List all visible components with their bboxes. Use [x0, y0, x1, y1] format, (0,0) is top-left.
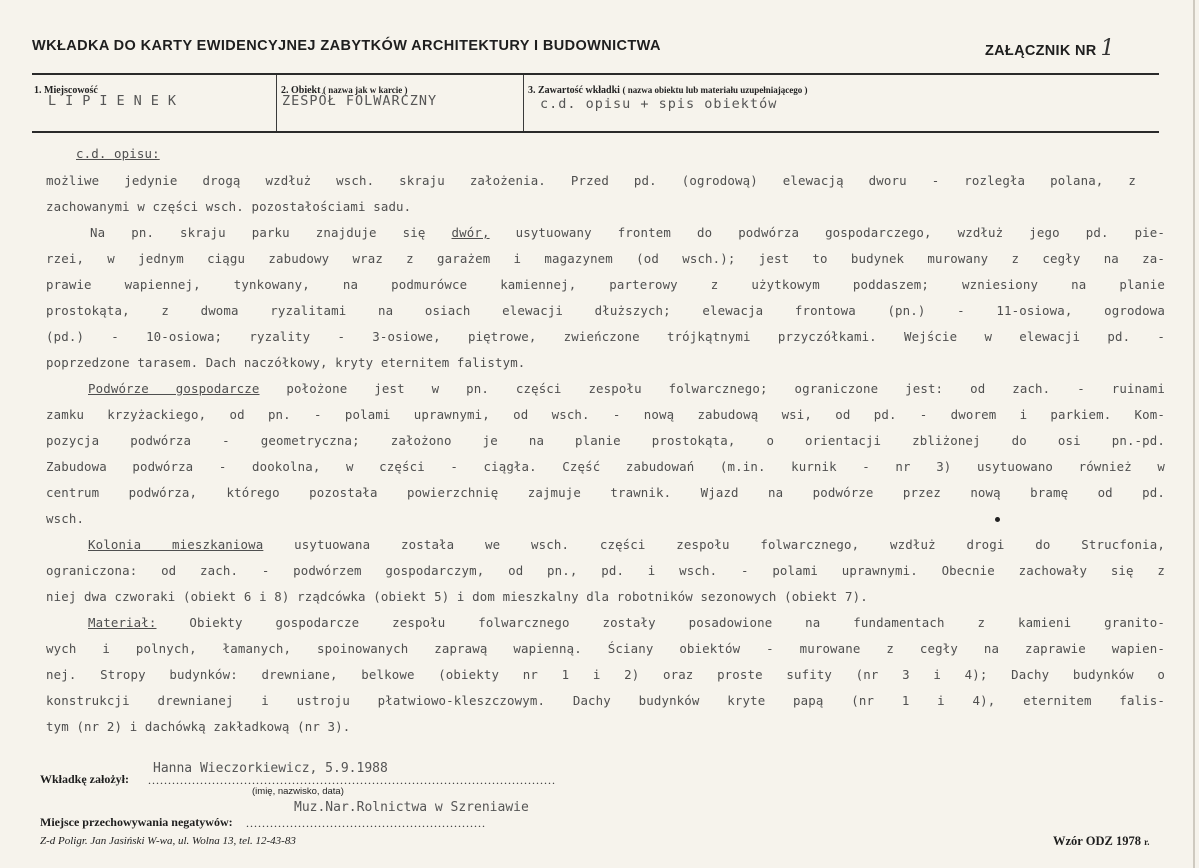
- fields-rule: [32, 131, 1159, 133]
- annex-label-text: ZAŁĄCZNIK NR: [985, 43, 1097, 59]
- p2-line: poprzedzone tarasem. Dach naczółkowy, kryty eternitem falistym.: [46, 355, 526, 370]
- form-code-suffix: r.: [1144, 837, 1150, 847]
- object-hint: ( nazwa jak w karcie ): [322, 85, 408, 95]
- p5-line: tym (nr 2) i dachówką zakładkową (nr 3).: [46, 719, 351, 734]
- storage-value: Muz.Nar.Rolnictwa w Szreniawie: [294, 800, 529, 815]
- p4-rest: usytuowana została we wsch. części zespołu folwarcznego, wzdłuż drogi do Strucfonia,: [263, 537, 1165, 552]
- printer-imprint: Z-d Poligr. Jan Jasiński W-wa, ul. Wolna 13, tel. 12-43-83: [40, 835, 296, 847]
- storage-dotted-line: ............................................................: [246, 816, 486, 830]
- p2-line: prawie wapiennej, tynkowany, na podmurówce kamiennej, parterowy z użytkowym poddaszem; wzniesiony na planie: [46, 277, 1165, 292]
- content-label-text: 3. Zawartość wkładki: [528, 85, 620, 96]
- p5-rest: Obiekty gospodarcze zespołu folwarcznego zostały posadowione na fundamentach z kamieni granito-: [156, 615, 1165, 630]
- p3-line: pozycja podwórza - geometryczna; założono je na planie prostokąta, o orientacji zbliżonej do osi pn.-pd.: [46, 433, 1165, 448]
- author-dotted-line: ......................................................................................................: [148, 773, 556, 787]
- p3-line: zamku krzyżackiego, od pn. - polami uprawnymi, od wsch. - nową zabudową wsi, od pd. - dworem i parkiem. Kom-: [46, 407, 1165, 422]
- description-body: [46, 141, 1176, 741]
- p3-rest: położone jest w pn. części zespołu folwarcznego; ograniczone jest: od zach. - ruinami: [259, 381, 1165, 396]
- form-code: [1053, 834, 1150, 849]
- p4-line: niej dwa czworaki (obiekt 6 i 8) rządcówka (obiekt 5) i dom mieszkalny dla robotników sezonowych (obiekt 7).: [46, 589, 868, 604]
- p4-first-line: [88, 532, 1165, 558]
- field-divider-1: [276, 75, 277, 132]
- form-title: WKŁADKA DO KARTY EWIDENCYJNEJ ZABYTKÓW ARCHITEKTURY I BUDOWNICTWA: [32, 38, 661, 54]
- p5-line: nej. Stropy budynków: drewniane, belkowe (obiekty nr 1 i 2) oraz proste sufity (nr 3 i 4); Dachy budynków o: [46, 667, 1165, 682]
- term-manor: dwór,: [451, 225, 490, 240]
- p4-line: ograniczona: od zach. - podwórzem gospodarczym, od pn., pd. i wsch. - polami uprawnymi. Obecnie zachowały się z: [46, 563, 1165, 578]
- p1-line: zachowanymi w części wsch. pozostałościami sadu.: [46, 199, 412, 214]
- p5-first-line: [88, 610, 1165, 636]
- author-hint: (imię, nazwisko, data): [252, 786, 344, 797]
- p2-line: (pd.) - 10-osiowa; ryzality - 3-osiowe, piętrowe, zwieńczone trójkątnymi przyczółkami. Wejście w elewacji pd. -: [46, 329, 1165, 344]
- p2-first-line: [90, 220, 1165, 246]
- content-hint: ( nazwa obiektu lub materiału uzupełniającego ): [622, 85, 808, 95]
- annex-number: 1: [1100, 36, 1115, 61]
- p3-line: centrum podwórza, którego pozostała powierzchnię zajmuje trawnik. Wjazd na podwórze przez nową bramę od pd.: [46, 485, 1165, 500]
- field-divider-2: [523, 75, 524, 132]
- term-farmyard: Podwórze gospodarcze: [88, 381, 260, 396]
- section-heading: c.d. opisu:: [76, 146, 160, 161]
- p5-line: konstrukcji drewnianej i ustroju płatwiowo-kleszczowym. Dachy budynków kryte papą (nr 1 i 4), eternitem falis-: [46, 693, 1165, 708]
- annex-label: [985, 36, 1115, 61]
- locality-label: 1. Miejscowość: [34, 85, 98, 96]
- author-label: Wkładkę założył:: [40, 772, 129, 786]
- p1-line: możliwe jedynie drogą wzdłuż wsch. skraju założenia. Przed pd. (ogrodową) elewacją dworu - rozległa polana, z: [46, 173, 1136, 188]
- header-rule: [32, 73, 1159, 75]
- form-code-text: Wzór ODZ 1978: [1053, 834, 1141, 848]
- locality-value: LIPIENEK: [48, 93, 186, 109]
- author-value: Hanna Wieczorkiewicz, 5.9.1988: [153, 761, 388, 776]
- term-housing-colony: Kolonia mieszkaniowa: [88, 537, 264, 552]
- storage-label: Miejsce przechowywania negatywów:: [40, 815, 233, 829]
- p2-line: rzei, w jednym ciągu zabudowy wraz z garażem i magazynem (od wsch.); jest to budynek murowany z cegły na za-: [46, 251, 1165, 266]
- ink-dot: [995, 517, 1000, 522]
- page-edge: [1193, 0, 1195, 868]
- p2-rest: usytuowany frontem do podwórza gospodarczego, wzdłuż jego pd. pie-: [489, 225, 1166, 240]
- p3-first-line: [88, 376, 1165, 402]
- p2-line: prostokąta, z dwoma ryzalitami na osiach elewacji dłuższych; elewacja frontowa (pn.) - 11-osiowa, ogrodowa: [46, 303, 1165, 318]
- content-label: [528, 85, 807, 96]
- object-label-text: 2. Obiekt: [281, 85, 321, 96]
- term-material: Materiał:: [88, 615, 157, 630]
- object-value: ZESPÓŁ FOLWARCZNY: [282, 93, 438, 109]
- p3-line: Zabudowa podwórza - dookolna, w części - ciągła. Część zabudowań (m.in. kurnik - nr 3) usytuowano również w: [46, 459, 1165, 474]
- content-value: c.d. opisu + spis obiektów: [540, 96, 778, 112]
- p2-start: Na pn. skraju parku znajduje się: [90, 225, 452, 240]
- p3-line: wsch.: [46, 511, 85, 526]
- p5-line: wych i polnych, łamanych, spoinowanych zaprawą wapienną. Ściany obiektów - murowane z cegły na zaprawie wapien-: [46, 641, 1165, 656]
